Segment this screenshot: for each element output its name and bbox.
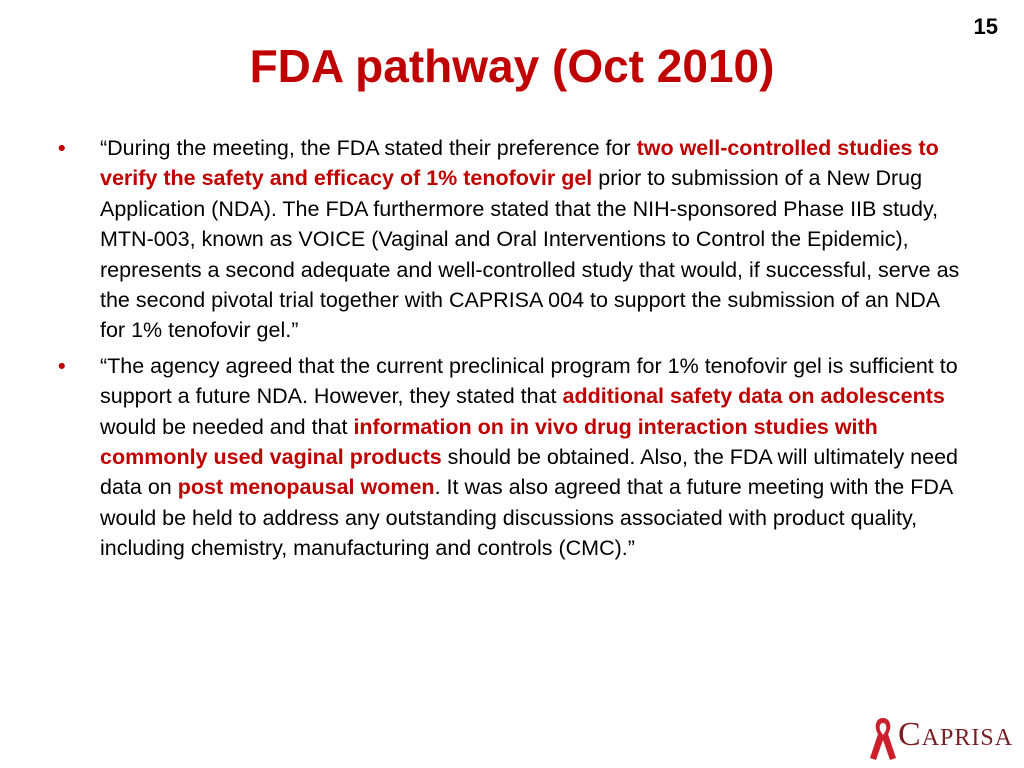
- red-ribbon-icon: [866, 714, 900, 762]
- bullet-text: should be obtained. Also, the FDA will ultimately need data on: [100, 445, 958, 500]
- page-number: 15: [973, 14, 998, 39]
- bullet-highlight: two well-controlled studies to verify the safety and efficacy of 1% tenofovir gel: [100, 136, 939, 191]
- logo-wordmark: [898, 716, 1013, 754]
- bullet-marker: •: [58, 353, 66, 378]
- bullet-item-1: [58, 133, 970, 346]
- logo-initial: C: [898, 716, 922, 753]
- bullet-text: “The agency agreed that the current preclinical program for 1% tenofovir gel is sufficient to support a future NDA. However, they stated that: [100, 353, 958, 409]
- bullet-list: [58, 133, 970, 569]
- bullet-highlight: information on in vivo drug interaction studies with commonly used vaginal products: [100, 414, 878, 470]
- caprisa-logo: [860, 712, 1020, 762]
- bullet-text: prior to submission of a New Drug Application (NDA). The FDA furthermore stated that the NIH-sponsored Phase IIB study, MTN-003, known as VOICE (Vaginal and Oral Interventions to Control the Epidemic), represents a second adequate and well-controlled study that would, if successful, serve as the second pivotal trial together with CAPRISA 004 to support the submission of an NDA for 1% tenofovir gel.”: [100, 166, 960, 343]
- bullet-text: . It was also agreed that a future meeting with the FDA would be held to address any outstanding discussions associated with product quality, including chemistry, manufacturing and controls (CMC).”: [100, 475, 953, 561]
- logo-text-rest: APRISA: [921, 725, 1014, 751]
- bullet-text: “During the meeting, the FDA stated their preference for: [100, 136, 637, 160]
- bullet-text: would be needed and that: [100, 414, 354, 439]
- slide-title: FDA pathway (Oct 2010): [249, 40, 775, 92]
- bullet-marker: •: [58, 136, 66, 160]
- bullet-highlight: additional safety data on adolescents: [562, 384, 945, 409]
- bullet-highlight: post menopausal women: [177, 475, 435, 500]
- bullet-item-2: [58, 351, 970, 564]
